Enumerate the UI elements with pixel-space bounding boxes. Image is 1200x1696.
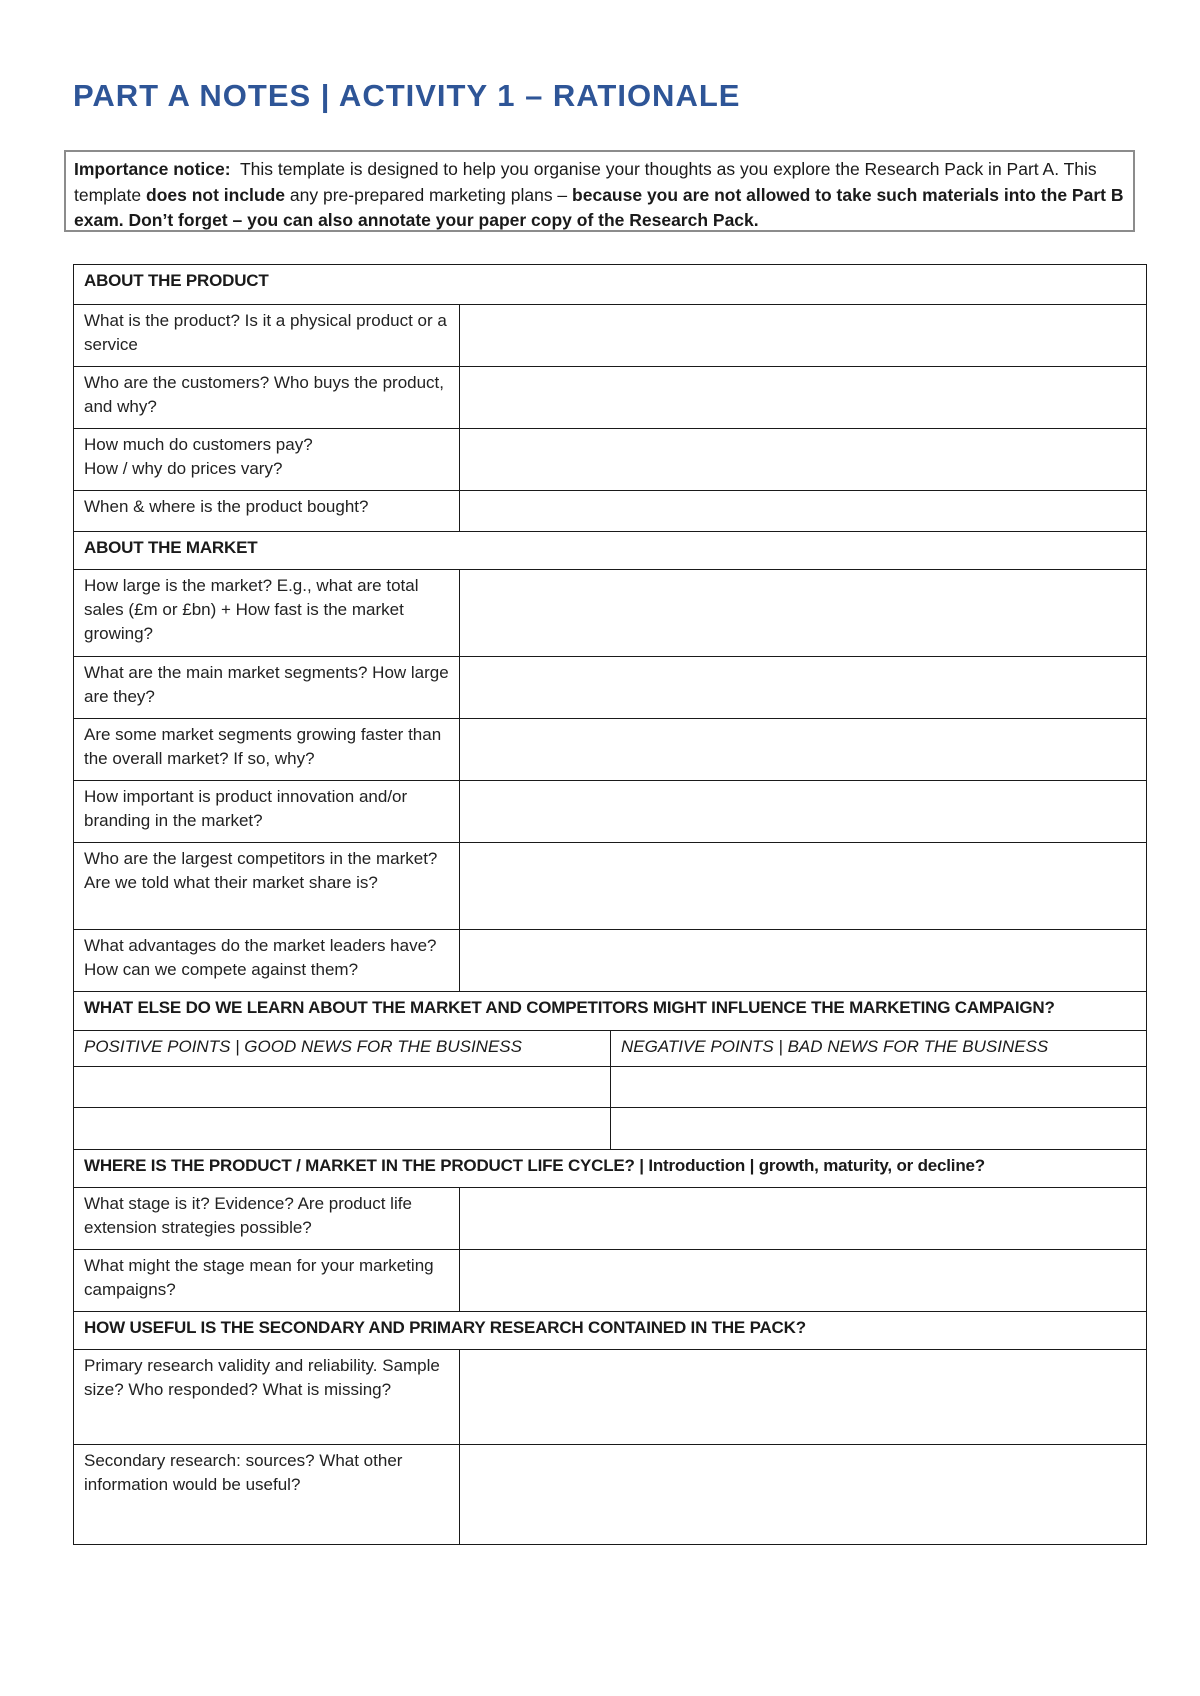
positive-points-field-2[interactable] (74, 1108, 611, 1150)
positive-points-field-1[interactable] (74, 1067, 611, 1108)
section-heading-lifecycle: WHERE IS THE PRODUCT / MARKET IN THE PRODUCT LIFE CYCLE? | Introduction | growth, maturity, or decline? (74, 1150, 1147, 1188)
rationale-table (73, 264, 1147, 1545)
question-primary-research: Primary research validity and reliability. Sample size? Who responded? What is missing? (74, 1350, 460, 1445)
notice-bold-1: does not include (146, 184, 286, 205)
question-pricing-line-2: How / why do prices vary? (84, 459, 283, 478)
question-innovation-branding: How important is product innovation and/or branding in the market? (74, 781, 460, 843)
question-pricing (74, 429, 460, 491)
section-heading-market: ABOUT THE MARKET (74, 532, 1147, 570)
page-title: PART A NOTES | ACTIVITY 1 – RATIONALE (73, 78, 741, 113)
notice-text-1: This template is designed to help you organise your thoughts as you explore the Research Pack in Part A. This template (74, 159, 1097, 205)
answer-field-innovation-branding[interactable] (460, 781, 1147, 843)
section-heading-research: HOW USEFUL IS THE SECONDARY AND PRIMARY RESEARCH CONTAINED IN THE PACK? (74, 1312, 1147, 1350)
answer-field-segment-growth[interactable] (460, 719, 1147, 781)
negative-points-field-1[interactable] (611, 1067, 1147, 1108)
question-secondary-research: Secondary research: sources? What other information would be useful? (74, 1445, 460, 1545)
section-heading-product: ABOUT THE PRODUCT (74, 265, 1147, 305)
answer-field-pricing[interactable] (460, 429, 1147, 491)
notice-bold-2: because you are not allowed to take such materials into the Part B exam. Don’t forget – you can also annotate your paper copy of the Research Pack. (74, 184, 1124, 230)
notice-label: Importance notice: (74, 159, 231, 179)
question-segment-growth: Are some market segments growing faster than the overall market? If so, why? (74, 719, 460, 781)
negative-points-field-2[interactable] (611, 1108, 1147, 1150)
section-heading-influence: WHAT ELSE DO WE LEARN ABOUT THE MARKET AND COMPETITORS MIGHT INFLUENCE THE MARKETING CAMPAIGN? (74, 992, 1147, 1031)
answer-field-product-type[interactable] (460, 305, 1147, 367)
answer-field-competitors[interactable] (460, 843, 1147, 930)
answer-field-stage-meaning[interactable] (460, 1250, 1147, 1312)
question-product-type: What is the product? Is it a physical product or a service (74, 305, 460, 367)
question-lifecycle-stage: What stage is it? Evidence? Are product life extension strategies possible? (74, 1188, 460, 1250)
answer-field-lifecycle-stage[interactable] (460, 1188, 1147, 1250)
notice-text-2: any pre-prepared marketing plans – (289, 184, 568, 205)
question-stage-meaning: What might the stage mean for your marketing campaigns? (74, 1250, 460, 1312)
answer-field-market-size[interactable] (460, 570, 1147, 657)
answer-field-customers[interactable] (460, 367, 1147, 429)
question-when-where: When & where is the product bought? (74, 491, 460, 532)
question-customers: Who are the customers? Who buys the product, and why? (74, 367, 460, 429)
answer-field-when-where[interactable] (460, 491, 1147, 532)
answer-field-market-leaders[interactable] (460, 930, 1147, 992)
answer-field-secondary-research[interactable] (460, 1445, 1147, 1545)
answer-field-primary-research[interactable] (460, 1350, 1147, 1445)
negative-points-header: NEGATIVE POINTS | BAD NEWS FOR THE BUSINESS (611, 1031, 1147, 1067)
importance-notice (64, 150, 1135, 232)
question-competitors: Who are the largest competitors in the market? Are we told what their market share is? (74, 843, 460, 930)
positive-points-header: POSITIVE POINTS | GOOD NEWS FOR THE BUSINESS (74, 1031, 611, 1067)
answer-field-market-segments[interactable] (460, 657, 1147, 719)
question-market-leaders: What advantages do the market leaders have? How can we compete against them? (74, 930, 460, 992)
question-market-segments: What are the main market segments? How large are they? (74, 657, 460, 719)
question-pricing-line-1: How much do customers pay? (84, 435, 313, 454)
question-market-size: How large is the market? E.g., what are total sales (£m or £bn) + How fast is the market growing? (74, 570, 460, 657)
